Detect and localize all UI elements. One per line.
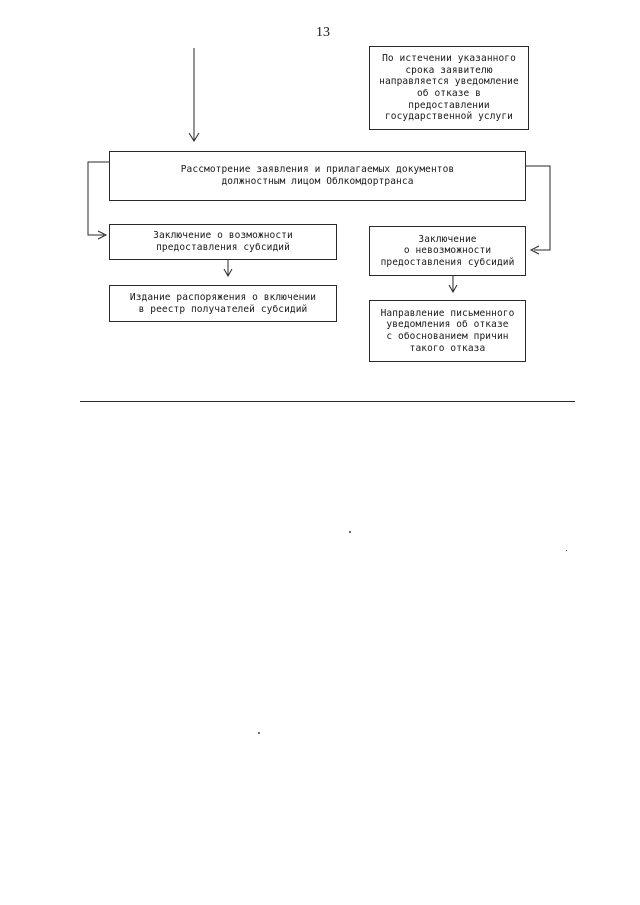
order-box [109,285,337,322]
notice-box-text: По истечении указанного срока заявителю направляется уведомление об отказе в предоставлении государственной услуги [379,53,519,123]
scan-speck [258,732,260,734]
review-box [109,151,526,201]
left-loop-line [88,162,109,235]
negative-conclusion-box [369,226,526,276]
positive-conclusion-text: Заключение о возможности предоставления субсидий [153,230,293,253]
refusal-letter-text: Направление письменного уведомления об отказе с обоснованием причин такого отказа [380,307,515,354]
refusal-letter-box [369,300,526,362]
negative-conclusion-text: Заключение о невозможности предоставления субсидий [380,233,515,268]
positive-conclusion-box [109,224,337,260]
page-number: 13 [316,25,330,40]
order-box-text: Издание распоряжения о включении в реестр получателей субсидий [129,291,317,315]
review-box-text: Рассмотрение заявления и прилагаемых документов должностным лицом Облкомдортранса [180,164,455,187]
right-loop-line [526,166,550,250]
horizontal-divider [80,401,575,402]
scan-speck [349,531,351,533]
notice-box [369,46,529,130]
scan-speck [566,550,567,551]
